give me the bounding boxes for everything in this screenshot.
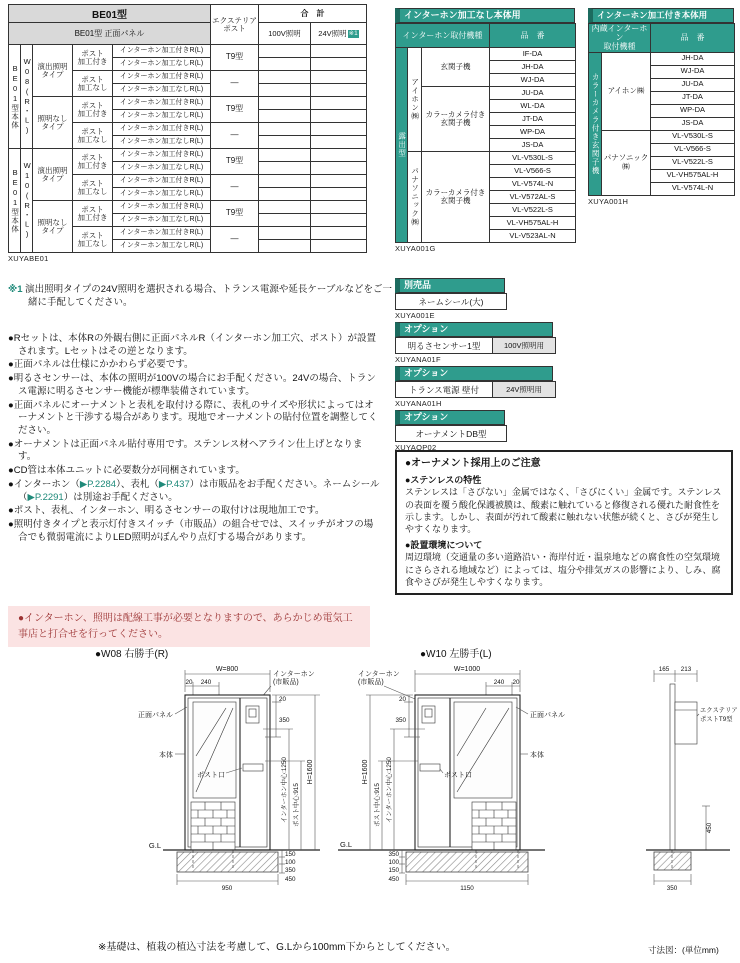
w08-base-dim bbox=[177, 874, 278, 885]
category-cell: カラーカメラ付き玄関子機 bbox=[422, 152, 490, 243]
ext-post-cell: ― bbox=[211, 227, 259, 253]
price-cell bbox=[259, 45, 311, 58]
ext-post-cell: T9型 bbox=[211, 45, 259, 71]
model-label: BE01型本体 bbox=[9, 45, 21, 149]
notice-section-title: ●ステンレスの特性 bbox=[405, 474, 482, 485]
svg-text:ポストT9型: ポストT9型 bbox=[700, 716, 733, 723]
model-cell: JH-DA bbox=[490, 61, 576, 74]
post-cell: ポスト 加工なし bbox=[73, 123, 113, 149]
dim-label: 20 bbox=[512, 679, 520, 686]
intercom-table-cut bbox=[588, 23, 735, 196]
type-cell: 演出照明 タイプ bbox=[33, 45, 73, 97]
col-header-part: 品 番 bbox=[651, 24, 735, 53]
product-code: XUYA001H bbox=[588, 196, 629, 206]
ext-post-cell: ― bbox=[211, 71, 259, 97]
box-header: オプション bbox=[395, 410, 505, 425]
panel-cell: インターホン加工付きR(L) bbox=[113, 201, 211, 214]
dim-label: 20 bbox=[398, 696, 406, 703]
price-cell bbox=[311, 123, 367, 136]
panel-cell: インターホン加工なしR(L) bbox=[113, 162, 211, 175]
price-cell bbox=[259, 175, 311, 188]
price-cell bbox=[259, 136, 311, 149]
spec-table-title: BE01型 bbox=[9, 5, 211, 23]
w10-brick-pillar bbox=[472, 802, 516, 850]
label-body: 本体 bbox=[159, 752, 173, 759]
dim-width: W=800 bbox=[215, 666, 239, 673]
model-cell: IF-DA bbox=[490, 48, 576, 61]
col-header-24v-label: 24V照明 bbox=[318, 28, 347, 38]
model-cell: VL-V572AL-S bbox=[490, 191, 576, 204]
model-cell: VL-V530L-S bbox=[490, 152, 576, 165]
notice-section-body: ステンレスは「さびない」金属ではなく、「さびにくい」金属です。ステンレスの表面を覆う酸化保護被膜は、酸素に触れていると修復される優れた耐食性を示します。しかし、表面が汚れて酸素に触れない状態が続くと、さびが発生しやすくなります。 bbox=[405, 487, 722, 535]
col-header-ext-post bbox=[211, 5, 259, 45]
model-cell: VL-VH575AL-H bbox=[651, 169, 735, 182]
side-foundation bbox=[654, 852, 691, 870]
note-item-with-links: ●インターホン（▶P.2284）、表札（▶P.437）は市販品をお手配ください。ネームシール（▶P.2291）は別途お手配ください。 bbox=[8, 478, 380, 503]
label-body: 本体 bbox=[530, 752, 544, 759]
panel-cell: インターホン加工付きR(L) bbox=[113, 149, 211, 162]
post-cell: ポスト 加工なし bbox=[73, 227, 113, 253]
dim-label: 20 bbox=[185, 679, 193, 686]
w10-glass-panel bbox=[454, 702, 512, 798]
drawing-side bbox=[640, 660, 740, 912]
svg-text:(市販品): (市販品) bbox=[273, 679, 299, 686]
model-cell: VL-V574L-N bbox=[490, 178, 576, 191]
item-name: オーナメントDB型 bbox=[396, 426, 507, 442]
dim-depth: 350 bbox=[388, 851, 399, 858]
label-front-panel: 正面パネル bbox=[138, 712, 173, 719]
price-cell bbox=[311, 71, 367, 84]
model-size-label: W10(R・L) bbox=[21, 149, 33, 253]
panel-cell: インターホン加工なしR(L) bbox=[113, 214, 211, 227]
col-header-machine: インターホン取付機種 bbox=[396, 24, 490, 48]
item-note: 100V照明用 bbox=[493, 338, 556, 354]
table-title-bar: インターホン加工なし本体用 bbox=[395, 8, 575, 23]
product-code: XUYA001E bbox=[395, 311, 435, 320]
price-cell bbox=[311, 136, 367, 149]
model-label: BE01型本体 bbox=[9, 149, 21, 253]
panel-cell: インターホン加工なしR(L) bbox=[113, 84, 211, 97]
col-header-ext-post-line2: ポスト bbox=[223, 23, 246, 33]
panel-cell: インターホン加工なしR(L) bbox=[113, 136, 211, 149]
model-cell: VL-V523AL-N bbox=[490, 230, 576, 243]
panel-cell: インターホン加工付きR(L) bbox=[113, 97, 211, 110]
model-cell: JU-DA bbox=[490, 87, 576, 100]
col-header-machine: 内蔵インターホン 取付機種 bbox=[589, 24, 651, 53]
price-cell bbox=[259, 149, 311, 162]
product-code: XUYA001G bbox=[395, 244, 436, 253]
dim-label: 213 bbox=[680, 666, 692, 673]
box-header: オプション bbox=[395, 322, 553, 337]
w08-intercom-unit bbox=[246, 706, 259, 723]
dim-height: H=1600 bbox=[307, 759, 314, 785]
product-code: XUYABE01 bbox=[8, 254, 49, 263]
dim-base-width: 1150 bbox=[460, 885, 474, 892]
note-item: ●照明付きタイプと表示灯付きスイッチ（市販品）の組合せでは、スイッチがオフの場合でも微弱電流によりLED照明がぼんやり点灯する場合があります。 bbox=[8, 519, 374, 543]
price-cell bbox=[311, 84, 367, 97]
mount-type-cell: カラーカメラ付き玄関子機 bbox=[589, 52, 602, 195]
dim-post-center: ポスト中心:915 bbox=[293, 783, 300, 827]
box-header: 別売品 bbox=[395, 278, 505, 293]
model-cell: JH-DA bbox=[651, 52, 735, 65]
model-cell: JS-DA bbox=[651, 117, 735, 130]
price-cell bbox=[311, 110, 367, 123]
price-cell bbox=[311, 214, 367, 227]
page-link[interactable]: ▶P.2291 bbox=[27, 491, 64, 503]
product-code: XUYANA01F bbox=[395, 355, 441, 364]
price-cell bbox=[259, 162, 311, 175]
model-cell: VL-VH575AL-H bbox=[490, 217, 576, 230]
dim-base-width: 950 bbox=[221, 885, 233, 892]
model-cell: WL-DA bbox=[490, 100, 576, 113]
dim-depth: 100 bbox=[388, 859, 399, 866]
dim-depth: 350 bbox=[285, 867, 296, 874]
dim-base-width: 350 bbox=[666, 885, 678, 892]
panel-cell: インターホン加工付きR(L) bbox=[113, 123, 211, 136]
separate-sale-box bbox=[395, 278, 507, 320]
model-cell: VL-V522L-S bbox=[490, 204, 576, 217]
model-cell: JT-DA bbox=[651, 91, 735, 104]
note-ref bbox=[8, 284, 398, 310]
post-cell: ポスト 加工付き bbox=[73, 201, 113, 227]
page-link[interactable]: ▶P.437 bbox=[158, 478, 190, 490]
box-header: オプション bbox=[395, 366, 553, 381]
maker-cell: パナソニック㈱ bbox=[602, 130, 651, 195]
option-box bbox=[395, 410, 507, 452]
dim-label: 240 bbox=[493, 679, 505, 686]
intercom-table-nocut-wrap bbox=[395, 8, 575, 253]
price-cell bbox=[259, 214, 311, 227]
spec-table-wrap bbox=[8, 4, 367, 263]
price-cell bbox=[311, 227, 367, 240]
type-cell: 演出照明 タイプ bbox=[33, 149, 73, 201]
drawing-title-w10: ●W10 左勝手(L) bbox=[420, 649, 492, 660]
note-item: ●正面パネルにオーナメントと表札を取付ける際に、表札のサイズや形状によってはオーナメントと干渉する場合があります。現地でオーナメントの貼付位置を調整してください。 bbox=[8, 399, 378, 437]
note-item: ●明るさセンサーは、本体の照明が100Vの場合にお手配ください。24Vの場合、トランス電源に明るさセンサー機能が標準装備されています。 bbox=[8, 373, 376, 397]
dim-depth: 150 bbox=[388, 867, 399, 874]
svg-text:エクステリア: エクステリア bbox=[700, 707, 738, 714]
price-cell bbox=[311, 188, 367, 201]
dim-label: 450 bbox=[706, 822, 713, 834]
w08-glass-panel bbox=[193, 702, 236, 798]
ext-post-cell: T9型 bbox=[211, 201, 259, 227]
model-cell: WP-DA bbox=[651, 104, 735, 117]
svg-text:インターホン: インターホン bbox=[273, 671, 315, 678]
item-name: 明るさセンサー1型 bbox=[396, 338, 493, 354]
dim-depth: 450 bbox=[285, 876, 296, 883]
dim-label: 20 bbox=[279, 696, 287, 703]
maker-cell: アイホン㈱ bbox=[408, 48, 422, 152]
note-item: ●ポスト、表札、インターホン、明るさセンサーの取付けは現地加工です。 bbox=[8, 505, 325, 517]
col-header-24v bbox=[311, 23, 367, 45]
note-item: ●正面パネルは仕様にかかわらず必要です。 bbox=[8, 359, 194, 371]
price-cell bbox=[311, 149, 367, 162]
dim-depth: 150 bbox=[285, 851, 296, 858]
dim-label: 165 bbox=[658, 666, 670, 673]
model-cell: VL-V566-S bbox=[651, 143, 735, 156]
option-box bbox=[395, 366, 556, 408]
panel-cell: インターホン加工なしR(L) bbox=[113, 240, 211, 253]
price-cell bbox=[259, 240, 311, 253]
item-note: 24V照明用 bbox=[493, 382, 556, 398]
dim-height: H=1600 bbox=[362, 759, 369, 785]
post-cell: ポスト 加工付き bbox=[73, 97, 113, 123]
panel-cell: インターホン加工付きR(L) bbox=[113, 227, 211, 240]
price-cell bbox=[311, 201, 367, 214]
maker-cell: パナソニック㈱ bbox=[408, 152, 422, 243]
post-cell: ポスト 加工なし bbox=[73, 175, 113, 201]
intercom-table-cut-wrap bbox=[588, 8, 734, 206]
notice-title: ●オーナメント採用上のご注意 bbox=[405, 458, 541, 469]
ext-post-cell: T9型 bbox=[211, 149, 259, 175]
col-header-part: 品 番 bbox=[490, 24, 576, 48]
spec-table bbox=[8, 4, 367, 253]
gl-label: G.L bbox=[148, 841, 161, 850]
side-post-box bbox=[675, 702, 697, 744]
w10-base-dim bbox=[406, 874, 528, 885]
model-cell: JT-DA bbox=[490, 113, 576, 126]
panel-cell: インターホン加工なしR(L) bbox=[113, 110, 211, 123]
product-code: XUYAOP02 bbox=[395, 443, 437, 452]
svg-text:インターホン: インターホン bbox=[358, 671, 400, 678]
price-cell bbox=[311, 58, 367, 71]
type-cell: 照明なし タイプ bbox=[33, 97, 73, 149]
label-post-mouth: ポスト口 bbox=[197, 772, 225, 779]
dim-label: 350 bbox=[395, 717, 406, 724]
ext-post-cell: ― bbox=[211, 123, 259, 149]
price-cell bbox=[259, 227, 311, 240]
notice-section-body: 周辺環境（交通量の多い道路沿い・海岸付近・温泉地などの腐食性の空気環境にさらされる地域など）によっては、塩分や排気ガスの影響により、しみ、腐食やさびが発生しやすくなります。 bbox=[405, 552, 721, 588]
table-title-bar: インターホン加工付き本体用 bbox=[588, 8, 734, 23]
price-cell bbox=[259, 58, 311, 71]
label-front-panel: 正面パネル bbox=[530, 712, 565, 719]
post-cell: ポスト 加工なし bbox=[73, 71, 113, 97]
product-code: XUYANA01H bbox=[395, 399, 442, 408]
model-cell: VL-V574L-N bbox=[651, 182, 735, 195]
model-cell: WJ-DA bbox=[651, 65, 735, 78]
w08-foundation bbox=[177, 852, 278, 872]
side-post-pole bbox=[670, 684, 675, 868]
maker-cell: アイホン㈱ bbox=[602, 52, 651, 130]
model-cell: VL-V566-S bbox=[490, 165, 576, 178]
price-cell bbox=[311, 162, 367, 175]
price-cell bbox=[259, 71, 311, 84]
model-cell: JU-DA bbox=[651, 78, 735, 91]
post-cell: ポスト 加工付き bbox=[73, 45, 113, 71]
price-cell bbox=[259, 123, 311, 136]
panel-cell: インターホン加工なしR(L) bbox=[113, 188, 211, 201]
w10-intercom-unit bbox=[422, 706, 435, 723]
price-cell bbox=[259, 110, 311, 123]
w08-brick-pillar bbox=[191, 802, 235, 850]
price-cell bbox=[259, 188, 311, 201]
note-ref-text: 演出照明タイプの24V照明を選択される場合、トランス電源や延長ケーブルなどをご一緒に手配してください。 bbox=[25, 284, 392, 308]
ext-post-cell: ― bbox=[211, 175, 259, 201]
model-cell: WJ-DA bbox=[490, 74, 576, 87]
price-cell bbox=[311, 45, 367, 58]
col-header-panel: BE01型 正面パネル bbox=[9, 23, 211, 45]
dim-label: 350 bbox=[279, 717, 290, 724]
price-cell bbox=[311, 240, 367, 253]
note-ref-mark: ※1 bbox=[8, 284, 23, 295]
panel-cell: インターホン加工付きR(L) bbox=[113, 45, 211, 58]
dim-label: 240 bbox=[200, 679, 212, 686]
drawing-w10 bbox=[330, 660, 640, 912]
model-cell: VL-V522L-S bbox=[651, 156, 735, 169]
note1-badge: ※1 bbox=[348, 29, 358, 37]
category-cell: カラーカメラ付き玄関子機 bbox=[422, 87, 490, 152]
post-cell: ポスト 加工付き bbox=[73, 149, 113, 175]
type-cell: 照明なし タイプ bbox=[33, 201, 73, 253]
unit-note: 寸法図：(単位mm) bbox=[648, 945, 719, 955]
dim-depth: 450 bbox=[388, 876, 399, 883]
price-cell bbox=[311, 175, 367, 188]
notice-section-title: ●設置環境について bbox=[405, 539, 483, 550]
notes-list bbox=[8, 333, 380, 546]
col-header-ext-post-line1: エクステリア bbox=[212, 15, 257, 25]
base-note: ※基礎は、植栽の植込寸法を考慮して、G.Lから100mm下からとしてください。 bbox=[98, 942, 456, 953]
price-cell bbox=[259, 97, 311, 110]
option-box bbox=[395, 322, 556, 364]
dim-depth: 100 bbox=[285, 859, 296, 866]
col-header-100v: 100V照明 bbox=[259, 23, 311, 45]
dim-width: W=1000 bbox=[453, 666, 481, 673]
model-cell: JS-DA bbox=[490, 139, 576, 152]
model-size-label: W08(R・L) bbox=[21, 45, 33, 149]
ornament-notice bbox=[395, 450, 733, 595]
gl-label: G.L bbox=[340, 840, 353, 849]
panel-cell: インターホン加工なしR(L) bbox=[113, 58, 211, 71]
svg-text:(市販品): (市販品) bbox=[358, 679, 384, 686]
mount-type-cell: 露出型 bbox=[396, 48, 408, 243]
note-item: ●CD管は本体ユニットに必要数分が同梱されています。 bbox=[8, 465, 245, 477]
w10-foundation bbox=[406, 852, 528, 872]
note-item: ●Rセットは、本体Rの外観右側に正面パネルR（インターホン加工穴、ポスト）が設置されます。Lセットはその逆となります。 bbox=[8, 333, 376, 357]
dim-intercom-center: インターホン中心:1250 bbox=[386, 757, 393, 823]
side-post-label bbox=[697, 706, 738, 723]
price-cell bbox=[259, 201, 311, 214]
dim-post-center: ポスト中心:915 bbox=[374, 783, 381, 827]
label-post-mouth: ポスト口 bbox=[444, 772, 472, 779]
price-cell bbox=[259, 84, 311, 97]
dim-intercom-center: インターホン中心:1250 bbox=[281, 757, 288, 823]
ext-post-cell: T9型 bbox=[211, 97, 259, 123]
page-link[interactable]: ▶P.2284 bbox=[79, 478, 117, 490]
w08-top-dims bbox=[185, 670, 270, 695]
w10-depth-dims bbox=[399, 850, 405, 873]
item-name: ネームシール(大) bbox=[396, 294, 507, 310]
intercom-table-nocut bbox=[395, 23, 576, 243]
side-base-dim bbox=[654, 874, 691, 885]
col-header-total: 合 計 bbox=[259, 5, 367, 23]
item-name: トランス電源 壁付 bbox=[396, 382, 493, 398]
wiring-note: ●インターホン、照明は配線工事が必要となりますので、あらかじめ電気工事店と打合せを行ってください。 bbox=[8, 606, 370, 647]
model-cell: VL-V530L-S bbox=[651, 130, 735, 143]
drawing-w08 bbox=[15, 660, 325, 912]
panel-cell: インターホン加工付きR(L) bbox=[113, 175, 211, 188]
model-cell: WP-DA bbox=[490, 126, 576, 139]
drawing-title-w08: ●W08 右勝手(R) bbox=[95, 649, 169, 660]
note-item: ●オーナメントは正面パネル貼付専用です。ステンレス材ヘアライン仕上げとなります。 bbox=[8, 438, 363, 463]
panel-cell: インターホン加工付きR(L) bbox=[113, 71, 211, 84]
category-cell: 玄関子機 bbox=[422, 48, 490, 87]
price-cell bbox=[311, 97, 367, 110]
